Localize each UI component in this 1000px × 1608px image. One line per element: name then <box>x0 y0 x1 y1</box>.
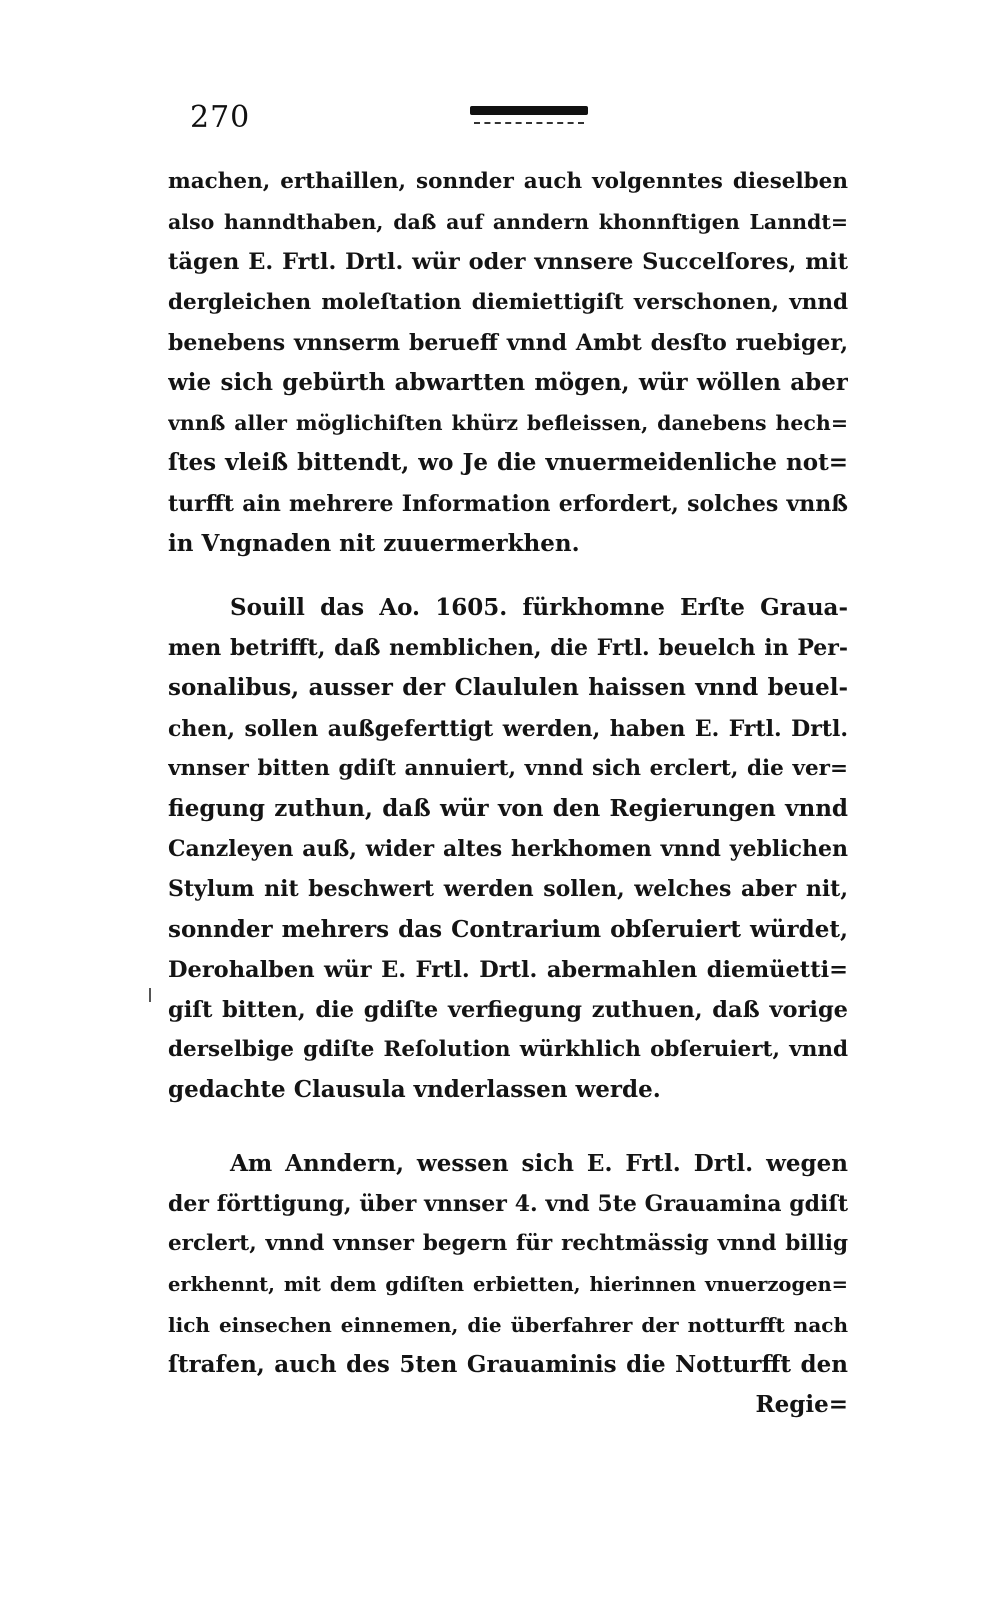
text-line: vnnser bitten gdiſt annuiert, vnnd sich erclert, die ver= <box>168 755 848 781</box>
text-line: wie sich gebürth abwartten mögen, wür wöllen aber <box>168 368 848 396</box>
text-line: gedachte Clausula vnderlassen werde. <box>168 1076 661 1104</box>
text-line: also hanndthaben, daß auf anndern khonnftigen Lanndt= <box>168 210 848 235</box>
paragraph-1 <box>168 162 848 564</box>
text-line: vnnß aller möglichiſten khürz befleissen, danebens hech= <box>168 411 848 436</box>
text-line: tägen E. Frtl. Drtl. wür oder vnnsere Succelſores, mit <box>168 249 848 276</box>
text-line: Derohalben wür E. Frtl. Drtl. abermahlen diemüetti= <box>168 956 848 983</box>
text-line: derselbige gdiſte Reſolution würkhlich obſeruiert, vnnd <box>168 1037 848 1063</box>
text-line: chen, sollen außgeferttigt werden, haben E. Frtl. Drtl. <box>168 715 848 742</box>
text-line: der förttigung, über vnnser 4. vnd 5te Grauamina gdiſt <box>168 1191 848 1218</box>
text-line: giſt bitten, die gdiſte verfiegung zuthuen, daß vorige <box>168 996 848 1023</box>
text-line: benebens vnnserm berueff vnnd Ambt desſto ruebiger, <box>168 329 848 356</box>
text-line: dergleichen moleſtation diemiettigiſt verschonen, vnnd <box>168 289 848 315</box>
page-number: 270 <box>190 100 251 135</box>
text-line: ſtrafen, auch des 5ten Grauaminis die Notturfft den <box>168 1350 848 1378</box>
paragraph-2 <box>168 588 848 1110</box>
ornament-thick-rule <box>470 106 588 115</box>
paragraph-3 <box>168 1144 848 1425</box>
text-line: ſtes vleiß bittendt, wo Je die vnuermeidenliche not= <box>168 449 848 477</box>
text-line: Stylum nit beschwert werden sollen, welches aber nit, <box>168 876 848 903</box>
catchword: Regie= <box>755 1391 848 1419</box>
ornament-dashed-rule <box>474 122 584 124</box>
header-ornament <box>470 106 588 132</box>
text-line: men betrifft, daß nemblichen, die Frtl. beuelch in Per- <box>168 635 848 662</box>
text-line: Canzleyen auß, wider altes herkhomen vnnd yeblichen <box>168 836 848 863</box>
text-line: Am Anndern, wessen sich E. Frtl. Drtl. wegen <box>230 1150 848 1177</box>
text-line: fiegung zuthun, daß wür von den Regierungen vnnd <box>168 794 848 822</box>
text-line: erclert, vnnd vnnser begern für rechtmässig vnnd billig <box>168 1231 848 1257</box>
text-line: erkhennt, mit dem gdiſten erbietten, hierinnen vnuerzogen= <box>168 1272 848 1296</box>
text-line: Souill das Ao. 1605. fürkhomne Erſte Graua- <box>230 594 848 621</box>
text-line: in Vngnaden nit zuuermerkhen. <box>168 529 580 557</box>
text-line: sonalibus, ausser der Claululen haissen vnnd beuel- <box>168 674 848 702</box>
text-line: turfft ain mehrere Information erfordert, solches vnnß <box>168 490 848 517</box>
text-line: sonnder mehrers das Contrarium obſeruiert würdet, <box>168 915 848 943</box>
text-line: lich einsechen einnemen, die überfahrer der notturfft nach <box>168 1312 848 1337</box>
margin-mark <box>149 988 151 1002</box>
text-line: machen, erthaillen, sonnder auch volgenntes dieselben <box>168 169 848 194</box>
